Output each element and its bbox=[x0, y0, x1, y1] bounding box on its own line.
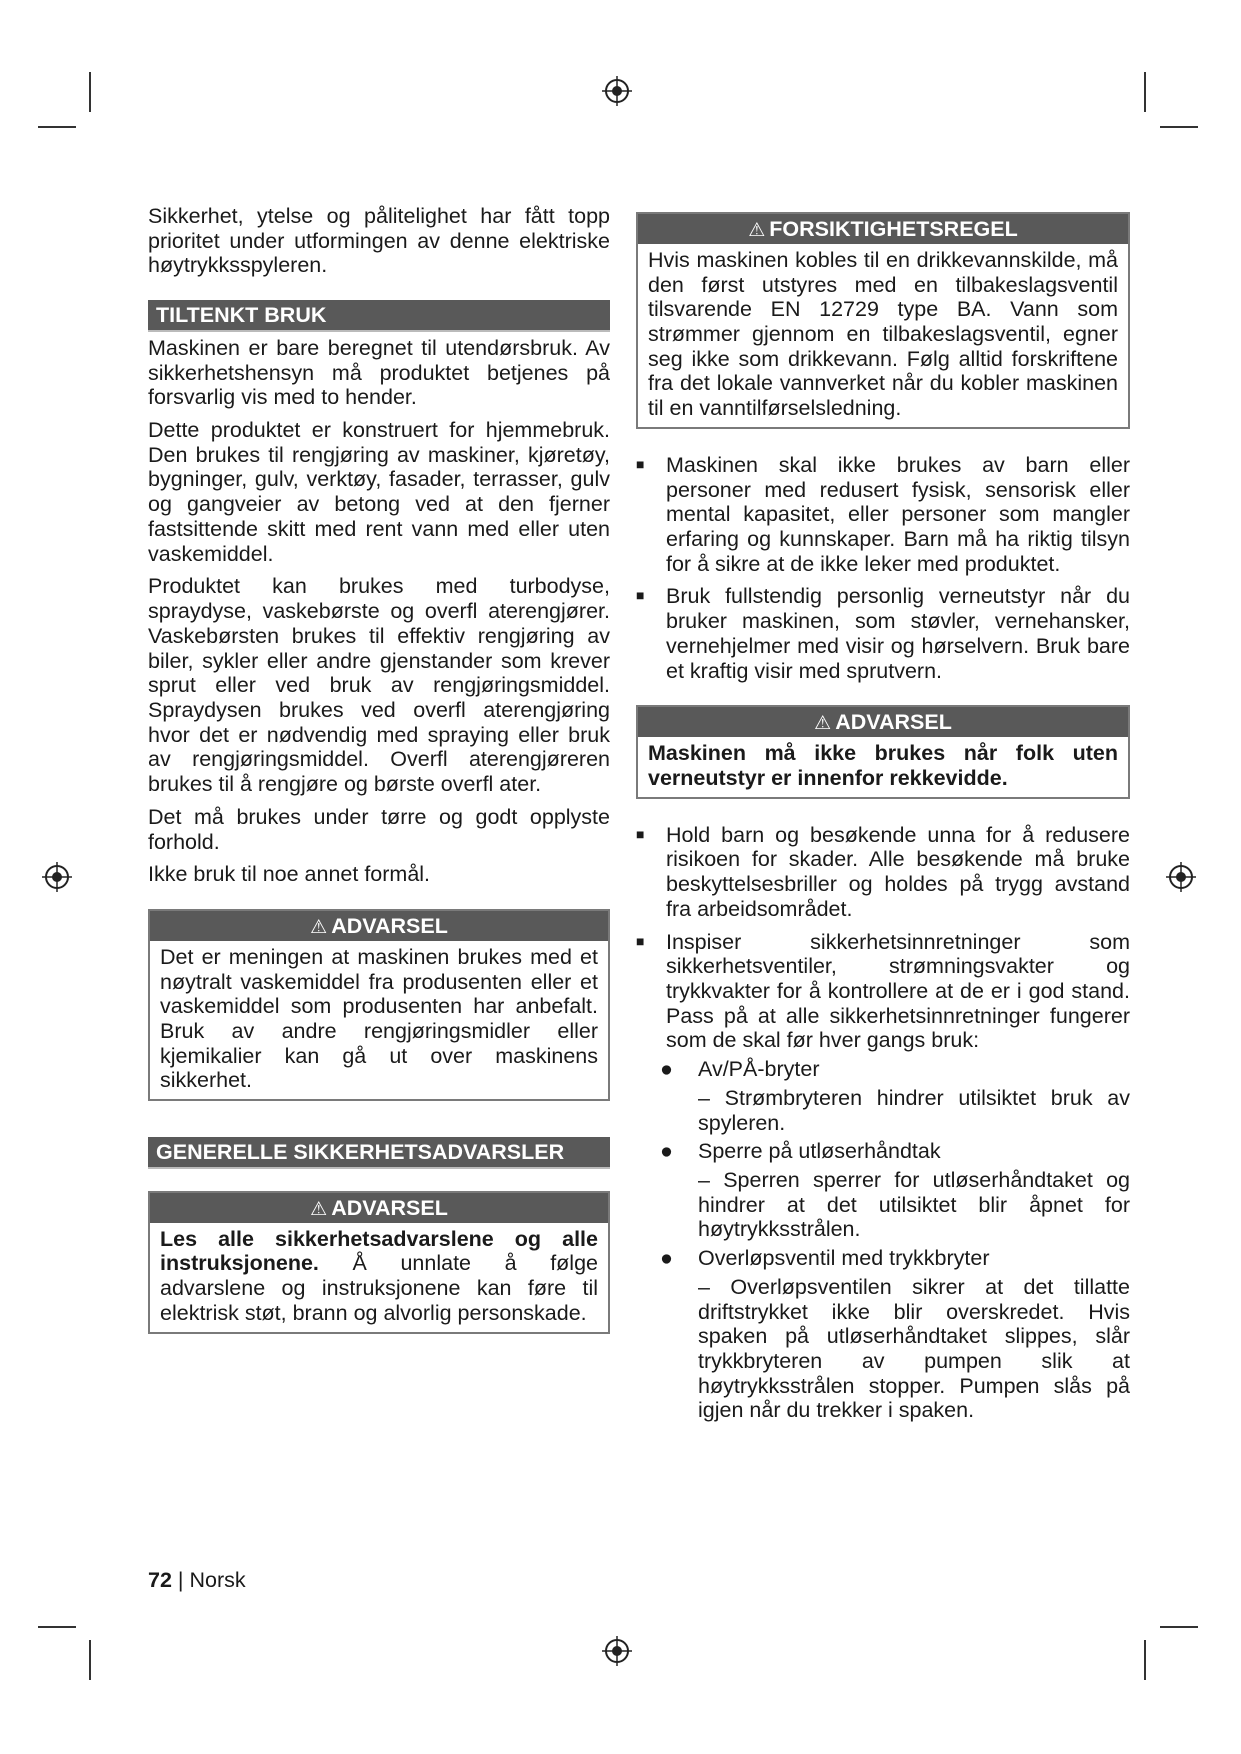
right-column bbox=[636, 204, 1130, 1427]
registration-mark-icon bbox=[1166, 862, 1196, 892]
page-number: 72 bbox=[148, 1568, 172, 1592]
square-bullet-icon: ■ bbox=[636, 455, 645, 472]
sub-item-description: – Strømbryteren hindrer utilsiktet bruk av spyleren. bbox=[698, 1085, 1130, 1135]
crop-mark bbox=[38, 126, 76, 128]
sub-list-item: ● Overløpsventil med trykkbryter bbox=[660, 1246, 990, 1271]
list-item: ■ Hold barn og besøkende unna for å redusere risikoen for skader. Alle besøkende må bruke beskyttelsesbriller og holdes på trygg avstand fra arbeidsområdet. bbox=[636, 822, 1130, 921]
paragraph: Ikke bruk til noe annet formål. bbox=[148, 862, 431, 887]
paragraph: Det må brukes under tørre og godt opplyste forhold. bbox=[148, 804, 610, 854]
square-bullet-icon: ■ bbox=[636, 932, 645, 949]
registration-mark-icon bbox=[602, 76, 632, 106]
list-item: ■ Inspiser sikkerhetsinnretninger som sikkerhetsventiler, strømningsvakter og trykkvakter for å kontrollere at de er i god stand. Pass på at alle sikkerhetsinnretninger fungerer som de skal før hver gangs bruk: bbox=[636, 929, 1130, 1053]
bold-text: Les alle sikkerhetsadvarslene og alle instruksjonene. bbox=[160, 1226, 598, 1276]
crop-mark bbox=[1144, 1640, 1146, 1680]
square-bullet-icon: ■ bbox=[636, 587, 645, 604]
warning-box-body bbox=[150, 1223, 608, 1332]
caution-box-title: ⚠ FORSIKTIGHETSREGEL bbox=[638, 214, 1128, 244]
footer-separator: | bbox=[171, 1568, 190, 1592]
crop-mark bbox=[89, 72, 91, 112]
crop-mark bbox=[1160, 126, 1198, 128]
body-text: Å unnlate å følge advarslene og instruksjonene kan føre til elektrisk støt, brann og alvorlig personskade. bbox=[160, 1251, 598, 1325]
footer-language: Norsk bbox=[189, 1568, 246, 1592]
warning-box-title: ⚠ ADVARSEL bbox=[150, 1193, 608, 1223]
registration-mark-icon bbox=[602, 1636, 632, 1666]
crop-mark bbox=[89, 1640, 91, 1680]
warning-icon: ⚠ bbox=[310, 1198, 328, 1220]
sub-item-description: – Sperren sperrer for utløserhåndtaket og hindrer at det utilsiktet blir åpnet for høytrykksstrålen. bbox=[698, 1167, 1130, 1242]
warning-box-title: ⚠ ADVARSEL bbox=[638, 707, 1128, 737]
sub-list-item: ● Av/PÅ-bryter bbox=[660, 1057, 820, 1082]
section-heading-tiltenkt-bruk: TILTENKT BRUK bbox=[148, 300, 610, 332]
crop-mark bbox=[1144, 72, 1146, 112]
crop-mark bbox=[1160, 1626, 1198, 1628]
caution-box-body: Hvis maskinen kobles til en drikkevannskilde, må den først utstyres med en tilbakeslagsventil tilsvarende EN 12729 type BA. Vann som strømmer gjennom en tilbakeslagsventil, egner seg ikke som drikkevann. Følg alltid forskriftene fra det lokale vannverket når du kobler maskinen til en vanntilførselsledning. bbox=[648, 247, 1118, 421]
square-bullet-icon: ■ bbox=[636, 825, 645, 842]
left-column bbox=[148, 204, 610, 1342]
warning-box-body: Det er meningen at maskinen brukes med et nøytralt vaskemiddel fra produsenten eller et vaskemiddel som produsenten har anbefalt. Bruk av andre rengjøringsmidler eller kjemikalier kan gå ut over maskinens sikkerhet. bbox=[160, 944, 598, 1093]
warning-box bbox=[148, 909, 610, 1101]
crop-mark bbox=[38, 1626, 76, 1628]
dot-bullet-icon: ● bbox=[660, 1139, 673, 1164]
warning-box bbox=[148, 1191, 610, 1334]
list-item: ■ Maskinen skal ikke brukes av barn eller personer med redusert fysisk, sensorisk eller mental kapasitet, eller personer som mangler erfaring og kunnskaper. Barn må ha riktig tilsyn for å sikre at de ikke leker med produktet. bbox=[636, 452, 1130, 576]
warning-icon: ⚠ bbox=[310, 916, 328, 938]
warning-box-body: Maskinen må ikke brukes når folk uten verneutstyr er innenfor rekkevidde. bbox=[648, 741, 1118, 790]
dot-bullet-icon: ● bbox=[660, 1246, 673, 1271]
paragraph: Dette produktet er konstruert for hjemmebruk. Den brukes til rengjøring av maskiner, kjøretøy, bygninger, gulv, verktøy, fasader, terrasser, gulv og gangveier av betong ved at den fjerner fastsittende skitt med rent vann med eller uten vaskemiddel. bbox=[148, 418, 610, 566]
warning-box-title: ⚠ ADVARSEL bbox=[150, 911, 608, 941]
registration-mark-icon bbox=[42, 862, 72, 892]
dot-bullet-icon: ● bbox=[660, 1057, 673, 1082]
warning-box bbox=[636, 705, 1130, 798]
section-heading-generelle: GENERELLE SIKKERHETSADVARSLER bbox=[148, 1137, 610, 1169]
sub-list-item: ● Sperre på utløserhåndtak bbox=[660, 1139, 941, 1164]
list-item: ■ Bruk fullstendig personlig verneutstyr når du bruker maskinen, som støvler, vernehansker, vernehjelmer med visir og hørselvern. Bruk bare et kraftig visir med sprutvern. bbox=[636, 584, 1130, 683]
sub-item-description: – Overløpsventilen sikrer at det tillatte driftstrykket ikke blir overskredet. Hvis spaken på utløserhåndtaket slippes, slår trykkbryteren av pumpen slik at høytrykksstrålen stopper. Pumpen slås på igjen når du trekker i spaken. bbox=[698, 1274, 1130, 1423]
page-footer bbox=[148, 1568, 246, 1593]
caution-box bbox=[636, 212, 1130, 429]
paragraph: Maskinen er bare beregnet til utendørsbruk. Av sikkerhetshensyn må produktet betjenes på forsvarlig vis med to hender. bbox=[148, 335, 610, 410]
caution-icon: ⚠ bbox=[748, 220, 766, 241]
intro-paragraph: Sikkerhet, ytelse og pålitelighet har fått topp prioritet under utformingen av denne elektriske høytrykksspyleren. bbox=[148, 204, 610, 278]
paragraph: Produktet kan brukes med turbodyse, spraydyse, vaskebørste og overfl aterengjører. Vaskebørsten brukes til effektiv rengjøring av biler, sykler eller andre gjenstander som krever sprut eller ved bruk av rengjøringsmiddel. Spraydysen brukes ved overfl aterengjøring hvor det er nødvendig med spraying eller bruk av rengjøringsmiddel. Overfl aterengjøreren brukes til å rengjøre og børste overfl ater. bbox=[148, 574, 610, 797]
warning-icon: ⚠ bbox=[814, 713, 832, 735]
